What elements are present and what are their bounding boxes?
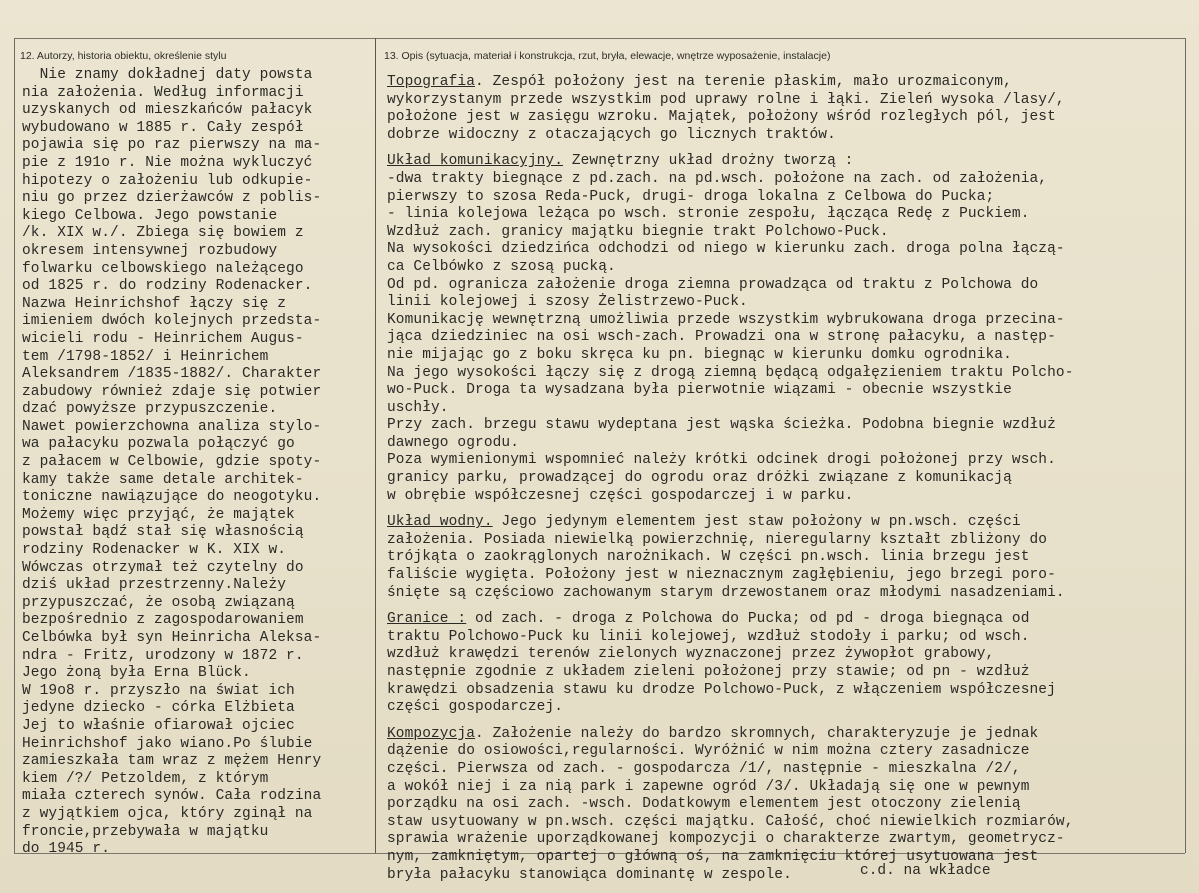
history-line: hipotezy o założeniu lub odkupie-: [22, 172, 313, 189]
description-column: [387, 74, 1182, 884]
description-line: następnie zgodnie z układem zieleni położonej przy stawie; od pn - wzdłuż: [387, 664, 1030, 680]
history-line: /k. XIX w./. Zbiega się bowiem z: [22, 225, 304, 242]
description-line: traktu Polchowo-Puck ku linii kolejowej, wzdłuż stodoły i parku; od wsch.: [387, 628, 1030, 645]
section-first-line: [387, 153, 1182, 171]
section-title: Kompozycja: [387, 725, 476, 742]
description-line: położone jest w zasięgu wzroku. Majątek, położony wśród rozległych pól, jest: [387, 109, 1056, 126]
history-line: Heinrichshof jako wiano.Po ślubie: [22, 735, 313, 752]
history-line: pojawia się po raz pierwszy na ma-: [22, 137, 322, 154]
history-line: wybudowano w 1885 r. Cały zespół: [22, 119, 304, 136]
description-line: nym, zamkniętym, opartej o główną oś, na zamknięciu której usytuowana jest: [387, 848, 1039, 865]
section-first-line-text: . Zespół położony jest na terenie płaskim, mało urozmaiconym,: [475, 74, 1012, 90]
history-line: Możemy więc przyjąć, że majątek: [22, 506, 295, 523]
description-line: części gospodarczej.: [387, 699, 564, 716]
description-line: wo-Puck. Droga ta wysadzana była pierwotnie wiązami - obecnie wszystkie: [387, 382, 1012, 399]
section-gap: [387, 717, 1182, 726]
history-line: ndra - Fritz, urodzony w 1872 r.: [22, 647, 304, 664]
history-line: tem /1798-1852/ i Heinrichem: [22, 348, 269, 365]
history-line: Jego żoną była Erna Blück.: [22, 665, 251, 682]
history-column: [22, 67, 372, 859]
description-line: śnięte są częściowo zachowanym starym drzewostanem oraz młodymi nasadzeniami.: [387, 584, 1065, 601]
description-line: a wokół niej i za nią park i zapewne ogród /3/. Układają się one w pewnym: [387, 778, 1030, 795]
history-line: zamieszkała tam wraz z mężem Henry: [22, 753, 322, 770]
history-line: nia założenia. Według informacji: [22, 84, 304, 101]
description-line: pierwszy to szosa Reda-Puck, drugi- droga lokalna z Celbowa do Pucka;: [387, 188, 995, 205]
history-line: od 1825 r. do rodziny Rodenacker.: [22, 278, 313, 295]
section-gap: [387, 602, 1182, 611]
description-line: krawędzi obsadzenia stawu ku drodze Polchowo-Puck, z włączeniem współczesnej: [387, 681, 1056, 698]
description-line: dawnego ogrodu.: [387, 434, 520, 451]
history-line: Nazwa Heinrichshof łączy się z: [22, 295, 287, 312]
history-line: uzyskanych od mieszkańców pałacyk: [22, 102, 313, 119]
description-line: Na jego wysokości łączy się z drogą ziemną będącą odgałęzieniem traktu Polcho-: [387, 364, 1074, 381]
history-line: toniczne nawiązujące do neogotyku.: [22, 489, 322, 506]
history-line: Nawet powierzchowna analiza stylo-: [22, 418, 322, 435]
history-line: miała czterech synów. Cała rodzina: [22, 788, 322, 805]
description-line: wzdłuż krawędzi terenów zielonych wyznaczonej przez żywopłot grabowy,: [387, 646, 995, 663]
section-gap: [387, 505, 1182, 514]
history-line: froncie,przebywała w majątku: [22, 823, 269, 840]
history-line: kamy także same detale architek-: [22, 471, 304, 488]
right-border-rule: [1185, 38, 1186, 853]
section-first-line: [387, 514, 1182, 532]
history-line: przypuszczać, że osobą związaną: [22, 594, 295, 611]
description-line: dążenie do osiowości,regularności. Wyróżnić w nim można cztery zasadnicze: [387, 743, 1030, 760]
description-line: części. Pierwsza od zach. - gospodarcza /1/, następnie - mieszkalna /2/,: [387, 760, 1021, 777]
history-line: okresem intensywnej rozbudowy: [22, 242, 278, 259]
history-line: dziś układ przestrzenny.Należy: [22, 577, 287, 594]
history-line: W 19o8 r. przyszło na świat ich: [22, 682, 295, 699]
history-line: niu go przez dzierżawców z poblis-: [22, 190, 322, 207]
description-line: -dwa trakty biegnące z pd.zach. na pd.wsch. położone na zach. od założenia,: [387, 170, 1048, 187]
description-line: Od pd. ogranicza założenie droga ziemna prowadząca od traktu z Polchowa do: [387, 276, 1039, 293]
description-line: uschły.: [387, 399, 449, 416]
history-line: do 1945 r.: [22, 841, 111, 858]
section-13-heading: 13. Opis (sytuacja, materiał i konstrukcja, rzut, bryła, elewacje, wnętrze wyposażenie, instalacje): [384, 50, 831, 62]
top-rule: [14, 38, 1185, 39]
section-first-line-text: . Założenie należy do bardzo skromnych, charakteryzuje je jednak: [475, 725, 1039, 742]
description-line: Komunikację wewnętrzną umożliwia przede wszystkim wybrukowana droga przecina-: [387, 311, 1065, 328]
history-line: Aleksandrem /1835-1882/. Charakter: [22, 366, 322, 383]
history-line: Nie znamy dokładnej daty powsta: [22, 67, 313, 83]
description-line: porządku na osi zach. -wsch. Dodatkowym elementem jest otoczony zielenią: [387, 796, 1021, 813]
description-line: Na wysokości dziedzińca odchodzi od niego w kierunku zach. droga polna łączą-: [387, 241, 1065, 258]
history-line: z wyjątkiem ojca, który zginął na: [22, 805, 313, 822]
history-line: wa pałacyku pozwala połączyć go: [22, 436, 295, 453]
description-line: trójkąta o zaokrąglonych narożnikach. W części pn.wsch. linia brzegu jest: [387, 549, 1030, 566]
description-line: w obrębie współczesnej części gospodarczej i w parku.: [387, 487, 854, 504]
description-line: bryła pałacyku stanowiąca dominantę w zespole.: [387, 866, 792, 883]
history-line: Celbówka był syn Heinricha Aleksa-: [22, 630, 322, 646]
description-line: założenia. Posiada niewielką powierzchnię, nieregularny kształt zbliżony do: [387, 531, 1048, 548]
history-line: imieniem dwóch kolejnych przedsta-: [22, 313, 322, 330]
description-line: Wzdłuż zach. granicy majątku biegnie trakt Polchowo-Puck.: [387, 223, 889, 240]
description-line: faliście wygięta. Położony jest w nieznacznym zagłębieniu, jego brzegi poro-: [387, 567, 1056, 584]
description-line: granicy parku, prowadzącej do ogrodu oraz dróżki związane z komunikacją: [387, 470, 1012, 487]
section-title: Topografia: [387, 74, 476, 90]
history-line: Jej to właśnie ofiarował ojciec: [22, 717, 295, 734]
description-line: linii kolejowej i szosy Żelistrzewo-Puck.: [387, 294, 748, 311]
description-line: sprawia wrażenie uporządkowanej kompozycji o charakterze zwartym, geometrycz-: [387, 831, 1065, 848]
column-divider: [375, 38, 376, 853]
continuation-note: c.d. na wkładce: [860, 863, 991, 879]
section-first-line-text: Zewnętrzny układ drożny tworzą :: [563, 153, 854, 170]
history-line: rodziny Rodenacker w K. XIX w.: [22, 542, 287, 559]
description-line: Poza wymienionymi wspomnieć należy krótki odcinek drogi położonej przy wsch.: [387, 452, 1056, 469]
history-line: folwarku celbowskiego należącego: [22, 260, 304, 277]
description-line: - linia kolejowa leżąca po wsch. stronie zespołu, łącząca Redę z Puckiem.: [387, 206, 1030, 223]
history-line: dzać powyższe przypuszczenie.: [22, 401, 278, 418]
description-line: wykorzystanym przede wszystkim pod uprawy rolne i łąki. Zieleń wysoka /lasy/,: [387, 91, 1065, 108]
history-line: pie z 191o r. Nie można wykluczyć: [22, 154, 313, 171]
section-title: Układ komunikacyjny.: [387, 153, 564, 170]
section-first-line: [387, 74, 1182, 92]
history-line: zabudowy również zdaje się potwier: [22, 383, 322, 400]
description-line: ca Celbówko z szosą pucką.: [387, 258, 616, 275]
history-line: z pałacem w Celbowie, gdzie spoty-: [22, 454, 322, 471]
description-line: jąca dziedziniec na osi wsch-zach. Prowadzi ona w stronę pałacyku, a następ-: [387, 329, 1056, 346]
section-first-line: [387, 726, 1182, 744]
description-line: staw usytuowany w pn.wsch. części majątku. Całość, choć niewielkich rozmiarów,: [387, 813, 1074, 830]
description-line: nie mijając go z boku skręca ku pn. biegnąc w kierunku domku ogrodnika.: [387, 346, 1012, 363]
section-first-line-text: od zach. - droga z Polchowa do Pucka; od pd - droga biegnąca od: [466, 611, 1030, 628]
history-line: kiego Celbowa. Jego powstanie: [22, 207, 278, 224]
section-title: Układ wodny.: [387, 514, 493, 531]
history-line: bezpośrednio z zagospodarowaniem: [22, 612, 304, 629]
history-line: powstał bądź stał się własnością: [22, 524, 304, 541]
section-12-heading: 12. Autorzy, historia obiektu, określenie stylu: [20, 50, 227, 62]
history-line: jedyne dziecko - córka Elżbieta: [22, 700, 295, 717]
description-line: dobrze widoczny z otaczających go licznych traktów.: [387, 126, 836, 143]
section-first-line: [387, 611, 1182, 629]
section-first-line-text: Jego jedynym elementem jest staw położony w pn.wsch. części: [492, 514, 1021, 531]
section-title: Granice :: [387, 611, 467, 628]
description-line: Przy zach. brzegu stawu wydeptana jest wąska ścieżka. Podobna biegnie wzdłuż: [387, 417, 1056, 434]
section-gap: [387, 144, 1182, 153]
history-line: Wówczas otrzymał też czytelny do: [22, 559, 304, 576]
left-border-rule: [14, 38, 15, 853]
history-line: wicieli rodu - Heinrichem Augus-: [22, 330, 304, 347]
history-line: kiem /?/ Petzoldem, z którym: [22, 770, 269, 787]
